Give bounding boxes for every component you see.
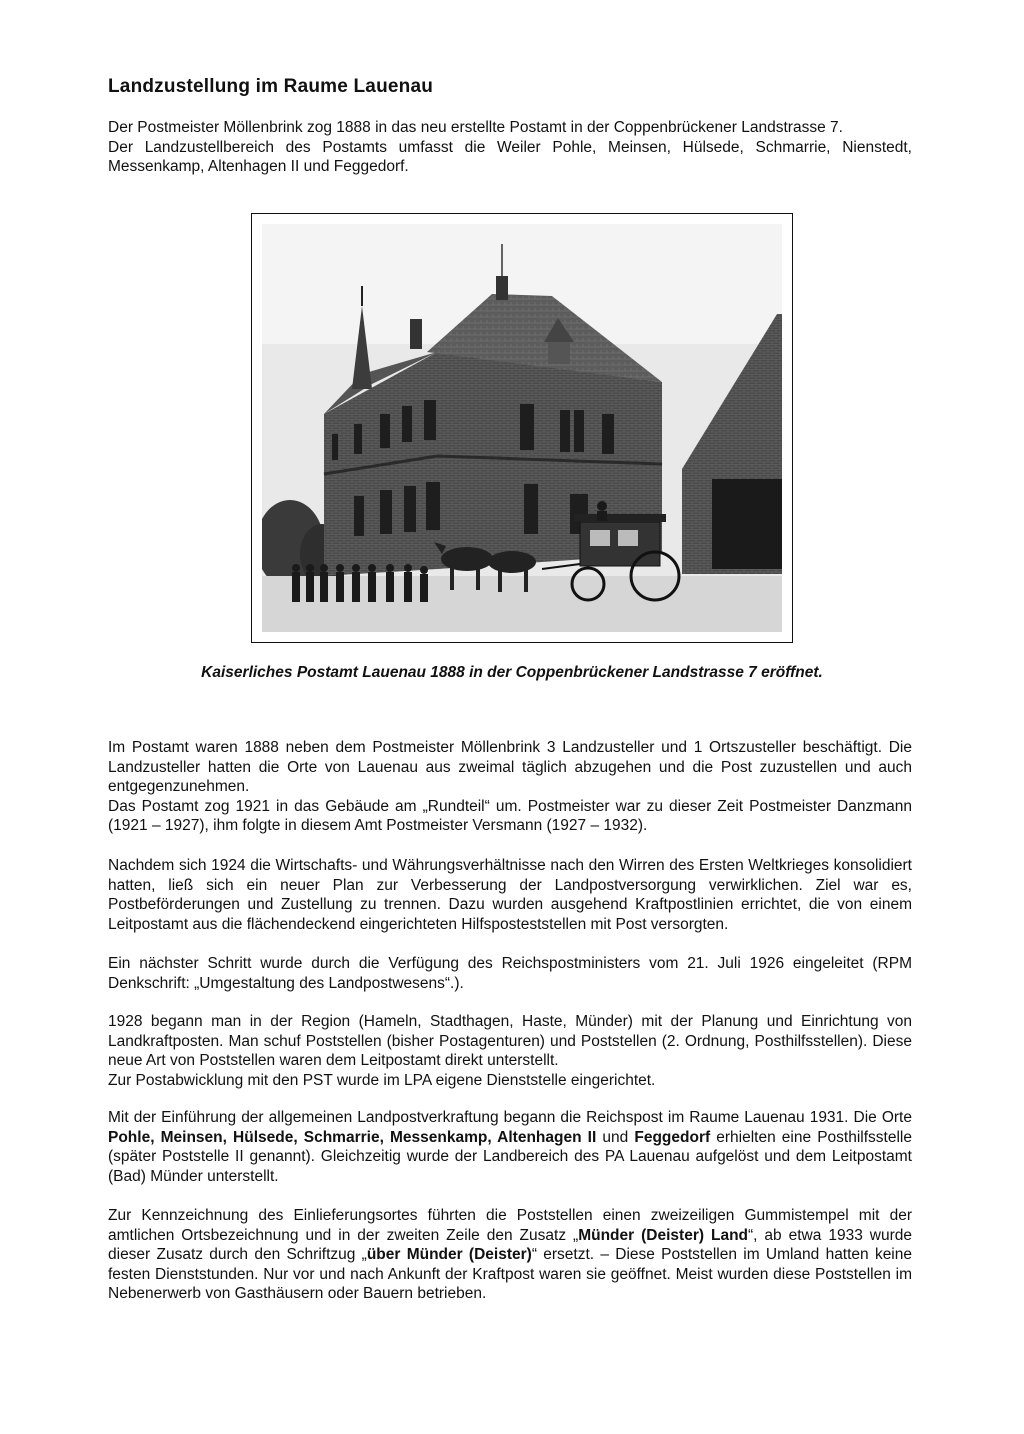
historic-photo-frame xyxy=(251,213,793,643)
paragraph-2 xyxy=(108,856,912,934)
village-list-bold: Pohle, Meinsen, Hülsede, Schmarrie, Messenkamp, Altenhagen II xyxy=(108,1128,597,1146)
paragraph-4-part-b: Zur Postabwicklung mit den PST wurde im LPA eigene Dienststelle eingerichtet. xyxy=(108,1071,656,1089)
paragraph-6-intro: Zur Kennzeichnung des Einlieferungsortes führten die Poststellen einen zweizeiligen Gummistempel mit der amtlichen Ortsbezeichnung und in der zweiten Zeile den Zusatz „ xyxy=(108,1207,912,1244)
paragraph-6-rest: “ ersetzt. – Diese Poststellen im Umland hatten keine festen Dienststunden. Nur vor und nach Ankunft der Kraftpost waren sie geöffnet. Meist wurden diese Poststellen im Nebenerwerb von Gasthäusern oder Bauern betrieben. xyxy=(108,1246,912,1302)
post-office-photo xyxy=(262,224,782,632)
paragraph-2-text: Nachdem sich 1924 die Wirtschafts- und Währungsverhältnisse nach den Wirren des Ersten Weltkrieges konsolidiert hatten, ließ sich ein neuer Plan zur Verbesserung der Landpostversorgung verwirklichen. Ziel war es, Postbeförderungen und Zustellung zu trennen. Dazu wurden ausgehend Kraftpostlinien errichtet, die von einem Leitpostamt aus die flächendeckend eingerichteten Hilfsposteststellen mit Post versorgten. xyxy=(108,857,912,933)
paragraph-3 xyxy=(108,954,912,993)
intro-line-1: Der Postmeister Möllenbrink zog 1888 in das neu erstellte Postamt in der Coppenbrückener Landstrasse 7. xyxy=(108,119,843,136)
photo-caption: Kaiserliches Postamt Lauenau 1888 in der Coppenbrückener Landstrasse 7 eröffnet. xyxy=(201,664,823,681)
paragraph-6-middle: “, ab etwa 1933 wurde dieser Zusatz durch den Schriftzug „ xyxy=(108,1226,912,1263)
paragraph-1-part-b: Das Postamt zog 1921 in das Gebäude am „Rundteil“ um. Postmeister war zu dieser Zeit Postmeister Danzmann (1921 – 1927), ihm folgte in diesem Amt Postmeister Versmann (1927 – 1932). xyxy=(108,797,912,834)
feggedorf-bold: Feggedorf xyxy=(634,1128,711,1146)
paragraph-6 xyxy=(108,1206,912,1304)
stamp-text-2-bold: über Münder (Deister) xyxy=(366,1246,532,1263)
paragraph-5 xyxy=(108,1108,912,1186)
paragraph-5-and: und xyxy=(596,1128,635,1146)
paragraph-6-text xyxy=(108,1206,912,1304)
paragraph-3-text: Ein nächster Schritt wurde durch die Verfügung des Reichspostministers vom 21. Juli 1926 eingeleitet (RPM Denkschrift: „Umgestaltung des Landpostwesens“.). xyxy=(108,955,912,992)
paragraph-4 xyxy=(108,1012,912,1090)
paragraph-4-part-a: 1928 begann man in der Region (Hameln, Stadthagen, Haste, Münder) mit der Planung und Einrichtung von Landkraftposten. Man schuf Poststellen (bisher Postagenturen) und Poststellen (2. Ordnung, Posthilfsstellen). Diese neue Art von Poststellen waren dem Leitpostamt direkt unterstellt. xyxy=(108,1013,912,1069)
paragraph-5-rest: erhielten eine Posthilfsstelle (später Poststelle II genannt). Gleichzeitig wurde der Landbereich des PA Lauenau aufgelöst und dem Leitpostamt (Bad) Münder unterstellt. xyxy=(108,1128,912,1185)
paragraph-5-text xyxy=(108,1108,912,1186)
stamp-text-1-bold: Münder (Deister) Land xyxy=(578,1226,748,1244)
paragraph-5-intro: Mit der Einführung der allgemeinen Landpostverkraftung begann die Reichspost im Raume Lauenau 1931. Die Orte xyxy=(108,1109,912,1126)
intro-paragraph xyxy=(108,118,912,177)
paragraph-1 xyxy=(108,738,912,836)
paragraph-1-part-a: Im Postamt waren 1888 neben dem Postmeister Möllenbrink 3 Landzusteller und 1 Ortszusteller beschäftigt. Die Landzusteller hatten die Orte von Lauenau aus zweimal täglich abzugehen und die Post zuzustellen und auch entgegenzunehmen. xyxy=(108,739,912,795)
intro-line-2: Der Landzustellbereich des Postamts umfasst die Weiler Pohle, Meinsen, Hülsede, Schmarrie, Nienstedt, Messenkamp, Altenhagen II und Feggedorf. xyxy=(108,138,912,175)
page-title: Landzustellung im Raume Lauenau xyxy=(108,76,434,97)
